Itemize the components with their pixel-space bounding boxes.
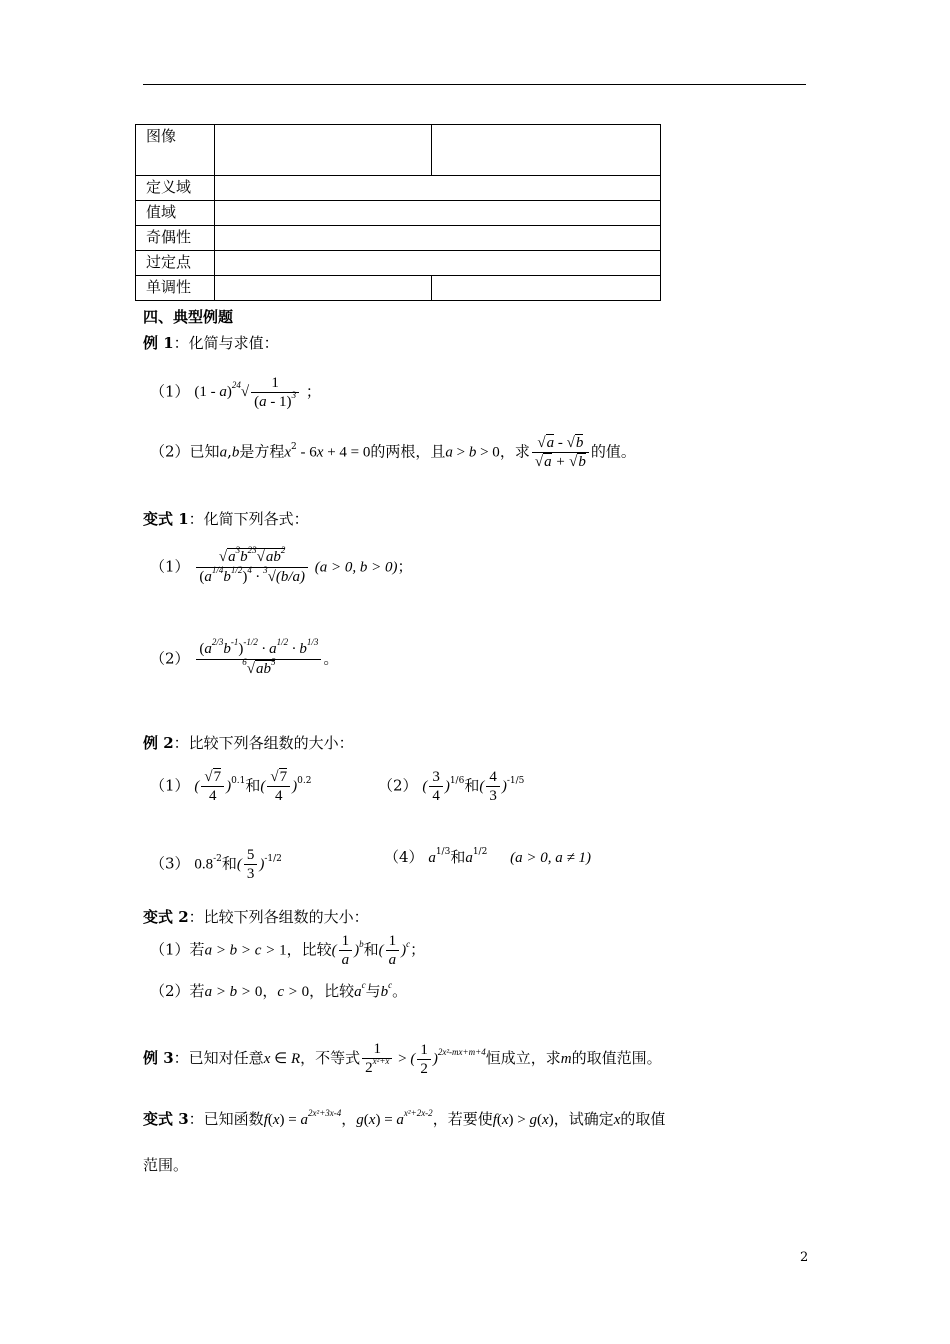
- var1-item2: （2） $\frac{(a^{2/3}b^{-1})^{-1/2} \cdot a^{1/2} \cdot b^{1/3}}{^6√ab^5}$ 。: [150, 637, 339, 677]
- var3-line2: 范围。: [143, 1156, 189, 1174]
- ex2-heading: 例 2：比较下列各组数的大小：: [143, 734, 354, 752]
- table-row: [136, 201, 661, 226]
- row-label: 过定点: [136, 251, 215, 276]
- table-row: [136, 251, 661, 276]
- ex1-item1: （1） (1 - a)$^{24}$√ $\frac{1}{(a - 1)^3}$ ；: [150, 375, 321, 410]
- page-number: 2: [800, 1250, 809, 1265]
- ex2-item2: （2） ( $\frac{3}{4}$ )$^{1/6}$和( $\frac{4}{3}$ )$^{-1/5}$: [378, 769, 525, 804]
- section-title: 四、典型例题: [143, 308, 234, 326]
- ex2-item3: （3） $0.8^{-2}$和( $\frac{5}{3}$ )$^{-1/2}$: [150, 847, 282, 882]
- formula: (1 - a)$^{24}$√ $\frac{1}{(a - 1)^3}$: [194, 384, 301, 400]
- row-label: 图像: [136, 125, 215, 176]
- row-label: 单调性: [136, 276, 215, 301]
- row-label: 奇偶性: [136, 226, 215, 251]
- ex1-item2: （2）已知a,b是方程$x^2 - 6x + 4 = 0$的两根，且a > b > 0，求 $\frac{√a - √b}{√a + √b}$ 的值。: [150, 435, 636, 470]
- var2-heading: 变式 2：比较下列各组数的大小：: [143, 908, 369, 926]
- formula: $\frac{√a - √b}{√a + √b}$: [532, 434, 589, 471]
- row-label: 值域: [136, 201, 215, 226]
- table-row: [136, 226, 661, 251]
- table-row: [136, 276, 661, 301]
- table-row: [136, 176, 661, 201]
- formula: $\frac{√a^3b^{23}√ab^2}{(a^{1/4}b^{1/2})^4 \cdot ^3√(b/a)}$: [196, 548, 308, 587]
- var2-item2: （2）若a > b > 0，c > 0，比较$a^c$与$b^c$。: [150, 980, 408, 1000]
- ex1-heading: 例 1：化简与求值：: [143, 334, 279, 352]
- ex3-line: 例 3：已知对任意x ∈ R，不等式 $\frac{1}{2^{x^2+x}}$ > ( $\frac{1}{2}$ )$^{2x^2-mx+m+4}$恒成立，求m的取值范围。: [143, 1041, 662, 1077]
- table-row: [136, 125, 661, 176]
- row-label: 定义域: [136, 176, 215, 201]
- var3-line1: 变式 3：已知函数$f(x) = a^{2x^2+3x-4}$，$g(x) = a^{x^2+2x-2}$，若要使f(x) > g(x)，试确定x的取值: [143, 1108, 666, 1128]
- ex2-item1: （1） ( $\frac{√7}{4}$ )$^{0.1}$和( $\frac{√7}{4}$ )$^{0.2}$: [150, 769, 312, 804]
- var1-heading: 变式 1：化简下列各式：: [143, 510, 309, 528]
- ex2-item4: （4） $a^{1/3}$和$a^{1/2}$ (a > 0, a ≠ 1): [384, 847, 591, 866]
- formula: $\frac{(a^{2/3}b^{-1})^{-1/2} \cdot a^{1/2} \cdot b^{1/3}}{^6√ab^5}$: [196, 640, 321, 679]
- header-rule: [143, 84, 806, 85]
- var1-item1: （1） $\frac{√a^3b^{23}√ab^2}{(a^{1/4}b^{1/2})^4 \cdot ^3√(b/a)}$ (a > 0, b > 0)；: [150, 545, 413, 585]
- var2-item1: （1）若a > b > c > 1，比较( $\frac{1}{a}$ )$^b$和( $\frac{1}{a}$ )$^c$；: [150, 933, 426, 968]
- properties-table: [135, 124, 661, 301]
